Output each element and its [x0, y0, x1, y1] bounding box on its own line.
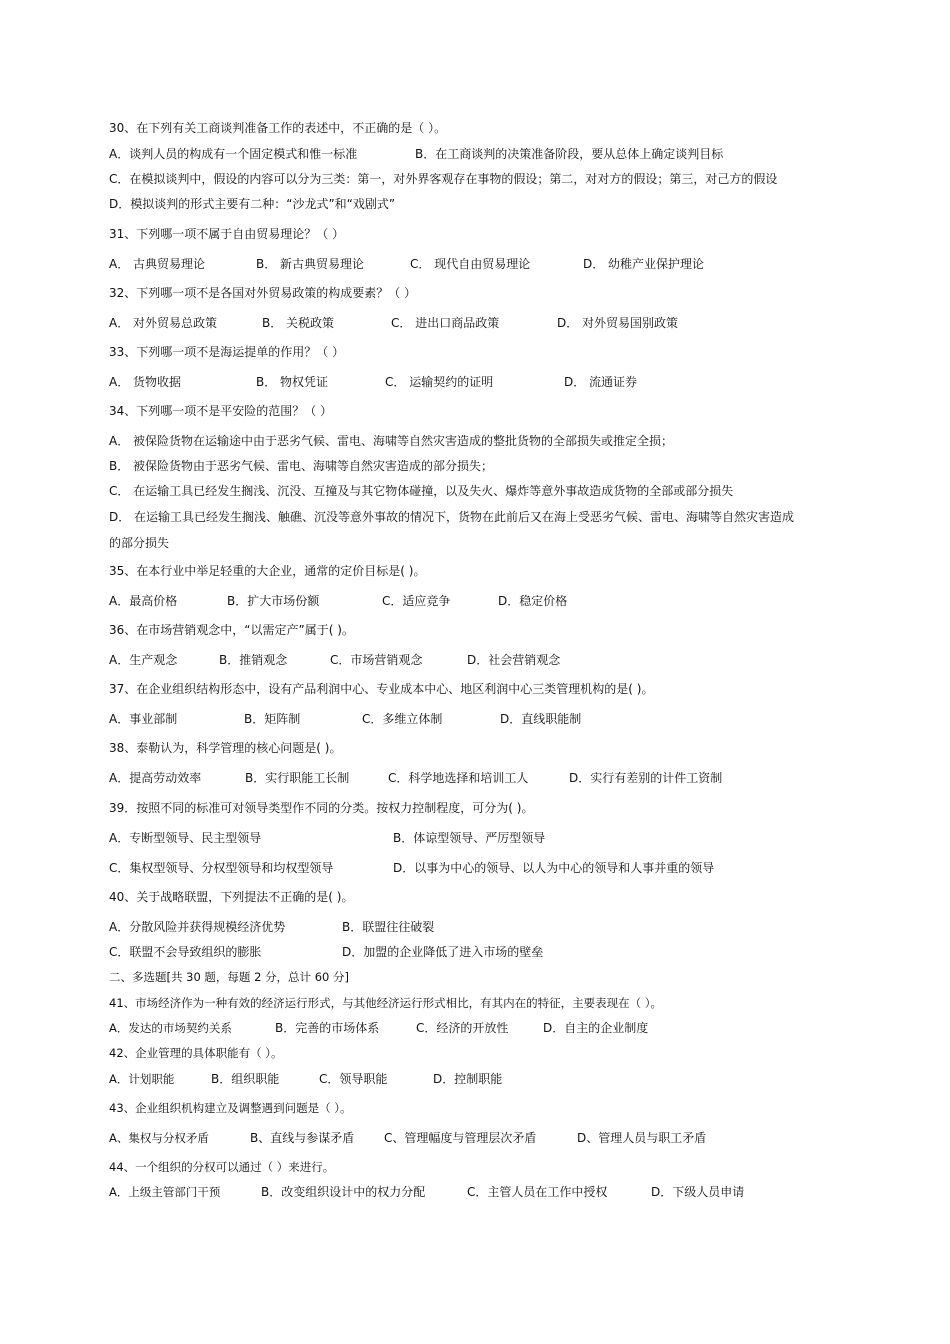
question-32-option-a: A． 对外贸易总政策: [109, 316, 218, 330]
question-41-option-c: C．经济的开放性: [416, 1021, 509, 1035]
question-30-option-b: B．在工商谈判的决策准备阶段，要从总体上确定谈判目标: [415, 147, 724, 161]
question-35-stem: 35、在本行业中举足轻重的大企业，通常的定价目标是( )。: [109, 564, 426, 578]
question-34-option-a: A． 被保险货物在运输途中由于恶劣气候、雷电、海啸等自然灾害造成的整批货物的全部损失或推定全损；: [109, 434, 674, 448]
question-40-option-a: A．分散风险并获得规模经济优势: [109, 920, 286, 934]
question-44-option-d: D．下级人员申请: [651, 1185, 745, 1199]
question-33-option-c: C． 运输契约的证明: [385, 375, 494, 389]
question-37-option-c: C．多维立体制: [362, 712, 443, 726]
question-40-option-b: B．联盟往往破裂: [342, 920, 435, 934]
section-2-heading: 二、多选题[共 30 题，每题 2 分，总计 60 分]: [109, 970, 349, 984]
question-36-option-a: A．生产观念: [109, 653, 178, 667]
question-41-option-d: D．自主的企业制度: [543, 1021, 649, 1035]
question-39-option-c: C．集权型领导、分权型领导和均权型领导: [109, 861, 334, 875]
question-38-option-a: A．提高劳动效率: [109, 771, 202, 785]
question-33-option-b: B． 物权凭证: [256, 375, 329, 389]
question-30-stem: 30、在下列有关工商谈判准备工作的表述中，不正确的是（ ）。: [109, 121, 447, 135]
question-39-stem: 39．按照不同的标准可对领导类型作不同的分类。按权力控制程度，可分为( )。: [109, 801, 534, 815]
question-38-stem: 38、泰勒认为，科学管理的核心问题是( )。: [109, 741, 342, 755]
question-37-option-b: B．矩阵制: [244, 712, 301, 726]
question-33-option-a: A． 货物收据: [109, 375, 182, 389]
question-36-stem: 36、在市场营销观念中，“以需定产”属于( )。: [109, 623, 354, 637]
question-31-option-d: D． 幼稚产业保护理论: [583, 257, 705, 271]
question-44-option-b: B．改变组织设计中的权力分配: [261, 1185, 426, 1199]
question-43-option-a: A、集权与分权矛盾: [109, 1131, 209, 1145]
question-32-option-c: C． 进出口商品政策: [391, 316, 500, 330]
question-44-stem: 44、一个组织的分权可以通过（ ）来进行。: [109, 1160, 335, 1174]
question-44-option-c: C．主管人员在工作中授权: [467, 1185, 608, 1199]
question-40-option-d: D．加盟的企业降低了进入市场的壁垒: [342, 945, 544, 959]
question-42-option-a: A．计划职能: [109, 1072, 175, 1086]
question-43-option-d: D、管理人员与职工矛盾: [577, 1131, 707, 1145]
question-44-option-a: A．上级主管部门干预: [109, 1185, 221, 1199]
question-42-option-c: C．领导职能: [319, 1072, 388, 1086]
question-35-option-b: B．扩大市场份额: [227, 594, 320, 608]
question-31-option-b: B． 新古典贸易理论: [256, 257, 365, 271]
question-40-option-c: C．联盟不会导致组织的膨胀: [109, 945, 262, 959]
question-31-option-a: A． 古典贸易理论: [109, 257, 206, 271]
question-43-stem: 43、企业组织机构建立及调整遇到问题是（ ）。: [109, 1101, 352, 1115]
question-35-option-c: C．适应竞争: [382, 594, 451, 608]
question-31-stem: 31、下列哪一项不属于自由贸易理论？（ ）: [109, 227, 345, 241]
question-39-option-a: A．专断型领导、民主型领导: [109, 831, 262, 845]
question-42-option-d: D．控制职能: [433, 1072, 503, 1086]
question-38-option-c: C．科学地选择和培训工人: [388, 771, 529, 785]
question-42-option-b: B．组织职能: [211, 1072, 280, 1086]
question-37-option-d: D．直线职能制: [500, 712, 582, 726]
question-36-option-d: D．社会营销观念: [467, 653, 561, 667]
question-32-option-d: D． 对外贸易国别政策: [557, 316, 679, 330]
question-35-option-a: A．最高价格: [109, 594, 178, 608]
question-41-stem: 41、市场经济作为一种有效的经济运行形式，与其他经济运行形式相比，有其内在的特征，主要表现在（ ）。: [109, 996, 663, 1010]
question-30-option-d: D．模拟谈判的形式主要有二种：“沙龙式”和“戏剧式”: [109, 197, 396, 211]
question-43-option-b: B、直线与参谋矛盾: [250, 1131, 355, 1145]
question-35-option-d: D．稳定价格: [498, 594, 568, 608]
question-34-option-d-continued: 的部分损失: [109, 536, 170, 550]
question-36-option-c: C．市场营销观念: [330, 653, 423, 667]
question-41-option-a: A．发达的市场契约关系: [109, 1021, 232, 1035]
question-37-stem: 37、在企业组织结构形态中，设有产品利润中心、专业成本中心、地区利润中心三类管理机构的是( )。: [109, 682, 654, 696]
question-33-option-d: D． 流通证券: [564, 375, 638, 389]
question-32-option-b: B． 关税政策: [262, 316, 335, 330]
question-42-stem: 42、企业管理的具体职能有（ ）。: [109, 1046, 283, 1060]
question-34-option-c: C． 在运输工具已经发生搁浅、沉没、互撞及与其它物体碰撞，以及失火、爆炸等意外事故造成货物的全部或部分损失: [109, 484, 734, 498]
question-39-option-b: B．体谅型领导、严厉型领导: [393, 831, 546, 845]
question-39-option-d: D．以事为中心的领导、以人为中心的领导和人事并重的领导: [393, 861, 715, 875]
question-38-option-b: B．实行职能工长制: [245, 771, 350, 785]
question-43-option-c: C、管理幅度与管理层次矛盾: [384, 1131, 537, 1145]
question-32-stem: 32、下列哪一项不是各国对外贸易政策的构成要素？（ ）: [109, 286, 417, 300]
question-33-stem: 33、下列哪一项不是海运提单的作用？（ ）: [109, 345, 345, 359]
question-34-option-d: D． 在运输工具已经发生搁浅、触礁、沉没等意外事故的情况下，货物在此前后又在海上受恶劣气候、雷电、海啸等自然灾害造成: [109, 510, 795, 524]
question-40-stem: 40、关于战略联盟，下列提法不正确的是( )。: [109, 890, 354, 904]
question-38-option-d: D．实行有差别的计件工资制: [569, 771, 723, 785]
question-34-stem: 34、下列哪一项不是平安险的范围？（ ）: [109, 404, 333, 418]
question-30-option-a: A．谈判人员的构成有一个固定模式和惟一标准: [109, 147, 358, 161]
question-41-option-b: B．完善的市场体系: [275, 1021, 380, 1035]
question-37-option-a: A．事业部制: [109, 712, 178, 726]
question-31-option-c: C． 现代自由贸易理论: [410, 257, 531, 271]
question-30-option-c: C．在模拟谈判中，假设的内容可以分为三类：第一，对外界客观存在事物的假设；第二，对对方的假设；第三，对己方的假设: [109, 172, 778, 186]
question-36-option-b: B．推销观念: [219, 653, 288, 667]
question-34-option-b: B． 被保险货物由于恶劣气候、雷电、海啸等自然灾害造成的部分损失；: [109, 459, 494, 473]
